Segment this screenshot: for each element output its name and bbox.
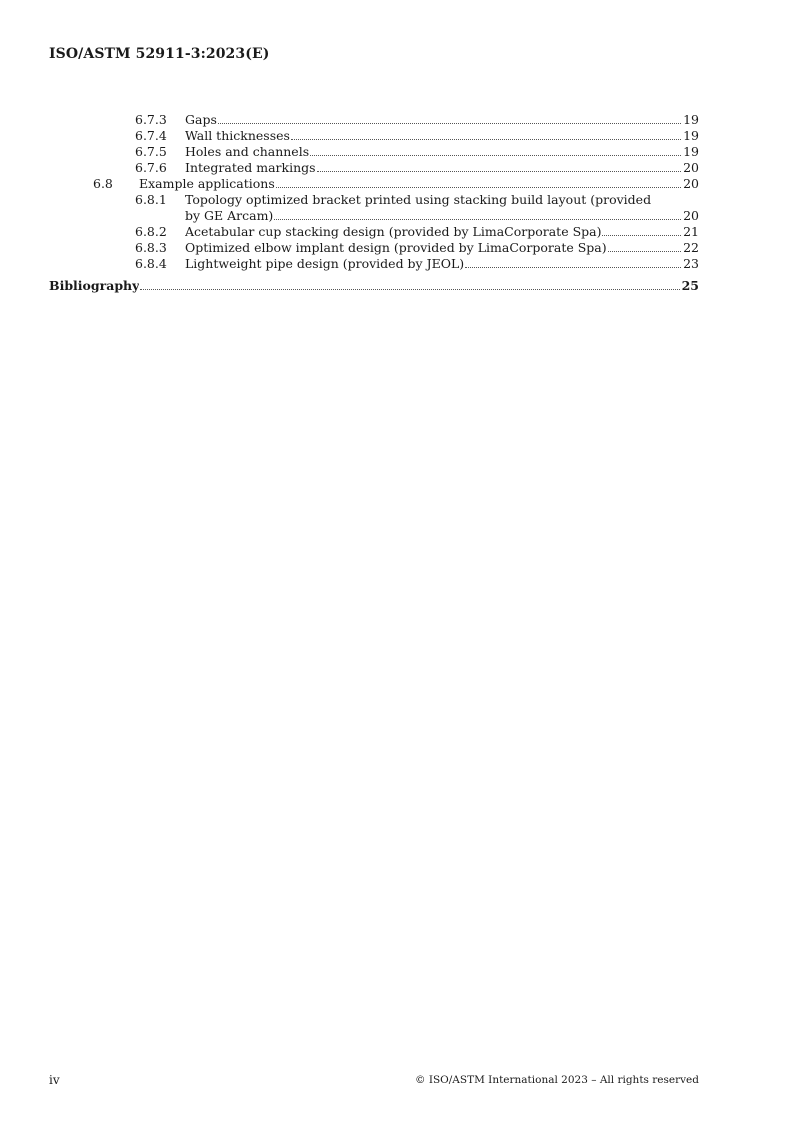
- toc-entry-number: 6.8: [93, 176, 113, 191]
- toc-entry-6-7-3[interactable]: [49, 112, 699, 128]
- toc-entry-number: 6.7.6: [135, 160, 167, 175]
- toc-entry-page: 20: [683, 208, 699, 223]
- toc-entry-page: 19: [683, 128, 699, 143]
- dot-leader: [608, 251, 681, 252]
- dot-leader: [140, 289, 679, 290]
- toc-entry-number: 6.7.5: [135, 144, 167, 159]
- toc-entry-number: 6.7.4: [135, 128, 167, 143]
- toc-entry-6-8[interactable]: [49, 176, 699, 192]
- toc-entry-page: 21: [683, 224, 699, 239]
- toc-entry-title: Bibliography: [49, 278, 140, 293]
- toc-entry-bibliography[interactable]: [49, 278, 699, 294]
- dot-leader: [276, 187, 681, 188]
- toc-entry-number: 6.8.1: [135, 192, 167, 207]
- toc-entry-title: Lightweight pipe design (provided by JEOL): [185, 256, 465, 271]
- toc-entry-title: Integrated markings: [185, 160, 316, 175]
- toc-entry-number: 6.8.2: [135, 224, 167, 239]
- toc-entry-6-8-2[interactable]: [49, 224, 699, 240]
- toc-entry-page: 19: [683, 144, 699, 159]
- toc-entry-title-line1: Topology optimized bracket printed using stacking build layout (provided: [185, 192, 652, 207]
- toc-entry-title: Gaps: [185, 112, 217, 127]
- dot-leader: [317, 171, 681, 172]
- dot-leader: [602, 235, 681, 236]
- dot-leader: [218, 123, 681, 124]
- toc-entry-page: 20: [683, 160, 699, 175]
- dot-leader: [465, 267, 681, 268]
- toc-entry-6-7-4[interactable]: [49, 128, 699, 144]
- toc-entry-title: Wall thicknesses: [185, 128, 290, 143]
- table-of-contents: [49, 112, 699, 294]
- dot-leader: [291, 139, 681, 140]
- dot-leader: [310, 155, 681, 156]
- toc-entry-title: Optimized elbow implant design (provided by LimaCorporate Spa): [185, 240, 607, 255]
- dot-leader: [274, 219, 681, 220]
- toc-entry-6-8-1[interactable]: [49, 192, 699, 224]
- toc-entry-6-7-5[interactable]: [49, 144, 699, 160]
- toc-entry-page: 22: [683, 240, 699, 255]
- toc-entry-page: 23: [683, 256, 699, 271]
- toc-entry-number: 6.8.3: [135, 240, 167, 255]
- toc-entry-6-8-3[interactable]: [49, 240, 699, 256]
- toc-entry-page: 20: [683, 176, 699, 191]
- toc-entry-number: 6.7.3: [135, 112, 167, 127]
- document-identifier: ISO/ASTM 52911-3:2023(E): [49, 46, 270, 62]
- toc-entry-title-line2: by GE Arcam): [185, 208, 274, 223]
- toc-entry-page: 25: [681, 278, 699, 293]
- toc-entry-title: Holes and channels: [185, 144, 310, 159]
- toc-entry-title: Example applications: [139, 176, 275, 191]
- copyright-notice: © ISO/ASTM International 2023 – All rights reserved: [414, 1074, 699, 1086]
- toc-entry-page: 19: [683, 112, 699, 127]
- toc-entry-6-8-4[interactable]: [49, 256, 699, 272]
- toc-entry-number: 6.8.4: [135, 256, 167, 271]
- toc-entry-6-7-6[interactable]: [49, 160, 699, 176]
- page-number: iv: [49, 1073, 60, 1087]
- toc-entry-title: Acetabular cup stacking design (provided by LimaCorporate Spa): [185, 224, 602, 239]
